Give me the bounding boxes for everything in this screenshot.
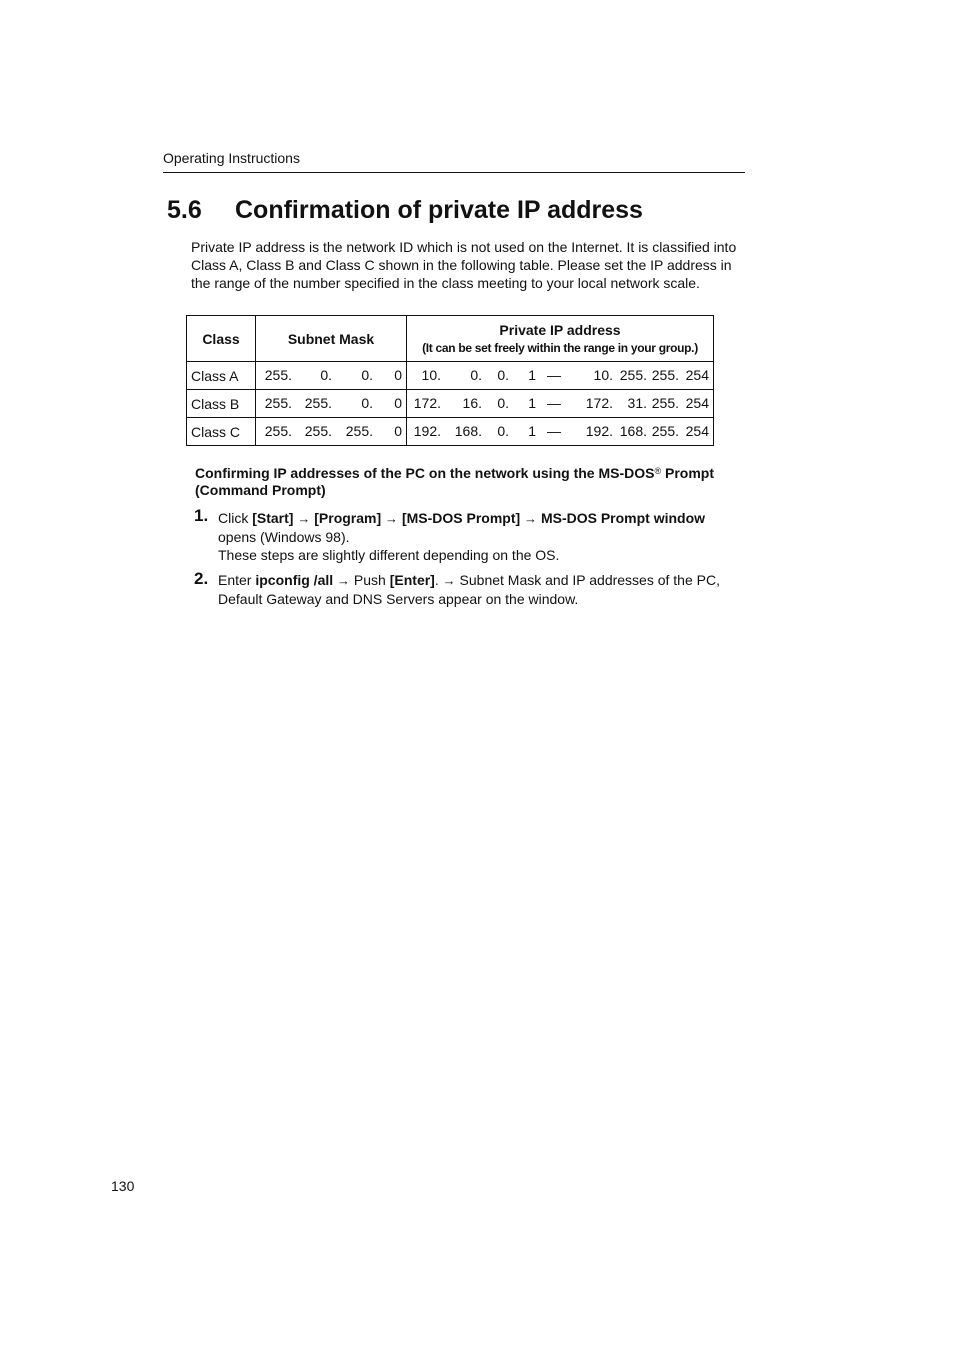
octet: 255.	[264, 395, 292, 411]
header-private-ip-note: (It can be set freely within the range in your group.)	[422, 341, 698, 355]
arrow-right-icon: →	[524, 511, 538, 526]
range-start-octet: 168.	[454, 423, 482, 439]
octet: 255.	[345, 423, 373, 439]
step-2-result: Subnet Mask and IP addresses of the PC, Default Gateway and DNS Servers appear on the window.	[218, 572, 720, 607]
step-1-note: These steps are slightly different depending on the OS.	[218, 547, 560, 563]
class-cell: Class A	[187, 362, 256, 390]
range-end-octet: 255.	[651, 367, 679, 383]
subheading-text-2: Prompt	[661, 465, 714, 481]
subheading-text: Confirming IP addresses of the PC on the network using the MS-DOS	[195, 465, 655, 481]
range-end-octet: 10.	[593, 367, 613, 383]
subheading-line-2: (Command Prompt)	[195, 482, 326, 498]
octet: 0.	[361, 395, 373, 411]
header-subnet-mask: Subnet Mask	[256, 316, 407, 362]
class-cell: Class C	[187, 418, 256, 446]
step-2-text	[218, 571, 743, 608]
range-start-octet: 0.	[497, 423, 509, 439]
range-start-octet: 1	[528, 367, 536, 383]
range-end-octet: 254	[685, 395, 709, 411]
arrow-right-icon: →	[337, 573, 351, 588]
range-start-octet: 172.	[413, 395, 441, 411]
header-private-ip	[407, 316, 714, 362]
step-1-program: [Program]	[314, 510, 382, 526]
octet: 0.	[361, 367, 373, 383]
step-2-command: ipconfig /all	[255, 572, 334, 588]
range-end-octet: 172.	[585, 395, 613, 411]
subheading	[195, 465, 755, 499]
class-cell: Class B	[187, 390, 256, 418]
octet: 0	[394, 367, 402, 383]
subnet-mask-cell	[256, 418, 407, 446]
range-start-octet: 1	[528, 423, 536, 439]
step-1-tail: opens (Windows 98).	[218, 529, 350, 545]
step-1-text	[218, 509, 748, 564]
table-row	[187, 362, 714, 390]
octet: 255.	[304, 423, 332, 439]
range-dash: —	[547, 395, 561, 411]
header-class: Class	[187, 316, 256, 362]
table-header-row	[187, 316, 714, 362]
range-start-octet: 0.	[497, 395, 509, 411]
private-ip-range-cell	[407, 362, 714, 390]
octet: 0	[394, 395, 402, 411]
subnet-mask-cell	[256, 362, 407, 390]
step-1-msdos-prompt: [MS-DOS Prompt]	[401, 510, 521, 526]
range-end-octet: 255.	[651, 395, 679, 411]
arrow-right-icon: →	[297, 511, 311, 526]
range-end-octet: 255.	[651, 423, 679, 439]
running-header: Operating Instructions	[163, 150, 300, 166]
section-title	[167, 196, 643, 225]
octet: 0	[394, 423, 402, 439]
step-1-start: [Start]	[252, 510, 294, 526]
octet: 255.	[304, 395, 332, 411]
table-row	[187, 390, 714, 418]
private-ip-table	[186, 315, 714, 446]
table-row	[187, 418, 714, 446]
octet: 0.	[320, 367, 332, 383]
step-2-number: 2.	[194, 569, 209, 588]
step-2-key: [Enter]	[389, 572, 435, 588]
range-dash: —	[547, 423, 561, 439]
range-end-octet: 254	[685, 367, 709, 383]
octet: 255.	[264, 423, 292, 439]
registered-mark: ®	[654, 466, 662, 476]
range-start-octet: 10.	[421, 367, 441, 383]
range-start-octet: 0.	[497, 367, 509, 383]
range-start-octet: 16.	[462, 395, 482, 411]
range-end-octet: 192.	[585, 423, 613, 439]
range-start-octet: 0.	[470, 367, 482, 383]
range-start-octet: 1	[528, 395, 536, 411]
section-number: 5.6	[167, 196, 202, 224]
private-ip-range-cell	[407, 418, 714, 446]
page-number: 130	[111, 1178, 135, 1194]
header-rule	[163, 172, 745, 173]
range-dash: —	[547, 367, 561, 383]
intro-paragraph: Private IP address is the network ID which is not used on the Internet. It is classified into Class A, Class B and Class C shown in the following table. Please set the IP address in the range of the number specified in the class meeting to your local network scale.	[191, 239, 737, 291]
range-end-octet: 31.	[627, 395, 647, 411]
arrow-right-icon: →	[442, 573, 456, 588]
step-2-push: Push	[350, 572, 390, 588]
range-start-octet: 192.	[413, 423, 441, 439]
step-2-enter: Enter	[218, 572, 256, 588]
step-2-dot: .	[434, 572, 439, 588]
range-end-octet: 254	[685, 423, 709, 439]
range-end-octet: 255.	[619, 367, 647, 383]
step-1-click: Click	[218, 510, 253, 526]
subnet-mask-cell	[256, 390, 407, 418]
section-title-text: Confirmation of private IP address	[235, 196, 643, 224]
range-end-octet: 168.	[619, 423, 647, 439]
arrow-right-icon: →	[385, 511, 399, 526]
header-private-ip-title: Private IP address	[499, 322, 621, 338]
private-ip-range-cell	[407, 390, 714, 418]
step-1-number: 1.	[194, 506, 209, 525]
octet: 255.	[264, 367, 292, 383]
step-1-window: MS-DOS Prompt window	[540, 510, 706, 526]
